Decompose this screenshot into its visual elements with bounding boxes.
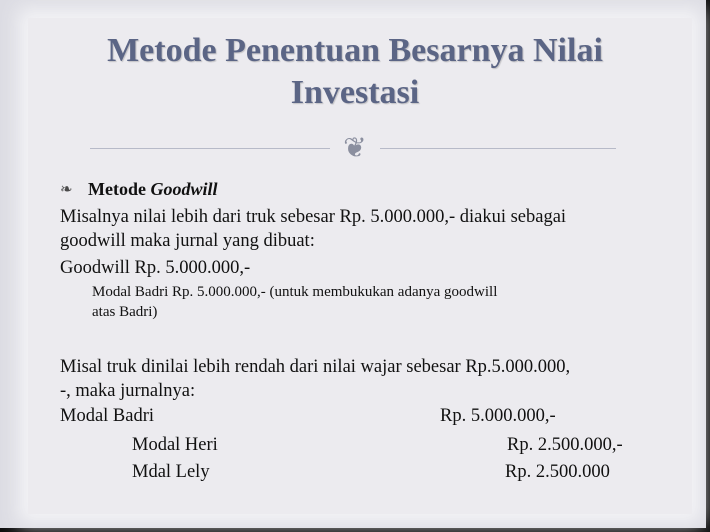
floral-bullet-icon: ❧ — [60, 180, 73, 198]
journal-2-row-account: Mdal Lely — [132, 462, 210, 482]
slide-title — [0, 30, 710, 114]
heading-label-italic: Goodwill — [150, 179, 218, 199]
journal-1-credit-line-1: Modal Badri Rp. 5.000.000,- (untuk membukukan adanya goodwill — [92, 284, 498, 300]
journal-2-row-amount: Rp. 2.500.000 — [505, 462, 610, 482]
journal-2-row-account: Modal Badri — [60, 406, 155, 426]
journal-2-row-account: Modal Heri — [132, 435, 218, 455]
title-divider-right — [380, 148, 616, 149]
paragraph-1-line-2: goodwill maka jurnal yang dibuat: — [60, 231, 315, 251]
floral-ornament-icon: ❦ — [343, 131, 367, 164]
title-divider-left — [90, 148, 330, 149]
paragraph-2-line-2: -, maka jurnalnya: — [60, 381, 196, 401]
title-line-2: Investasi — [290, 74, 420, 111]
heading-label: Metode — [88, 179, 146, 199]
journal-1-credit-line-2: atas Badri) — [92, 304, 158, 320]
section-heading-text — [88, 178, 218, 200]
journal-2-row-amount: Rp. 5.000.000,- — [440, 406, 556, 426]
paragraph-1-line-1: Misalnya nilai lebih dari truk sebesar Rp. 5.000.000,- diakui sebagai — [60, 207, 567, 227]
paragraph-2-line-1: Misal truk dinilai lebih rendah dari nilai wajar sebesar Rp.5.000.000, — [60, 357, 571, 377]
title-line-1: Metode Penentuan Besarnya Nilai — [107, 32, 603, 69]
journal-1-debit: Goodwill Rp. 5.000.000,- — [60, 258, 251, 278]
journal-2-row-amount: Rp. 2.500.000,- — [507, 435, 623, 455]
